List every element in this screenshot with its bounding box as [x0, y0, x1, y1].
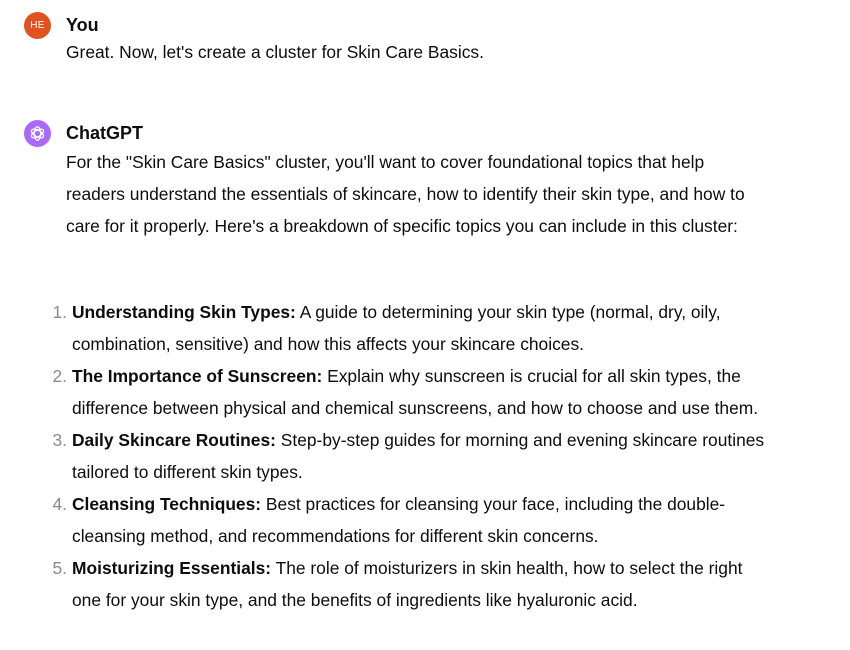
user-avatar-initials: HE [30, 20, 45, 31]
list-item-number: 2. [52, 366, 67, 386]
list-item-term: Moisturizing Essentials: [72, 558, 272, 578]
list-item-term: Daily Skincare Routines: [72, 430, 276, 450]
list-item-description: Best practices for cleansing your face, including the double-cleansing method, and recommendations for different skin concerns. [72, 494, 726, 546]
list-item-term: Cleansing Techniques: [72, 494, 262, 514]
list-item [52, 296, 772, 360]
list-item-term: Understanding Skin Types: [72, 302, 296, 322]
list-item [52, 424, 772, 488]
assistant-intro-text: For the "Skin Care Basics" cluster, you'll want to cover foundational topics that help readers understand the essentials of skincare, how to identify their skin type, and how to care for it properly. Here's a breakdown of specific topics you can include in this cluster: [66, 152, 745, 236]
assistant-author-name: ChatGPT [66, 123, 144, 143]
list-item-description: The role of moisturizers in skin health, how to select the right one for your skin type, and the benefits of ingredients like hyaluronic acid. [72, 558, 743, 610]
list-item [52, 552, 772, 616]
list-item [52, 488, 772, 552]
list-item-description: Step-by-step guides for morning and evening skincare routines tailored to different skin types. [72, 430, 765, 482]
list-item-term: The Importance of Sunscreen: [72, 366, 323, 386]
list-item-number: 5. [52, 558, 67, 578]
list-item-number: 4. [52, 494, 67, 514]
user-message-text: Great. Now, let's create a cluster for Skin Care Basics. [66, 42, 484, 62]
user-avatar [24, 12, 51, 39]
list-item-description: A guide to determining your skin type (normal, dry, oily, combination, sensitive) and how this affects your skincare choices. [72, 302, 721, 354]
assistant-avatar [24, 120, 51, 147]
list-item-number: 1. [52, 302, 67, 322]
topic-list [52, 296, 772, 616]
list-item-number: 3. [52, 430, 67, 450]
user-author-name: You [66, 15, 99, 35]
openai-logo-icon [28, 124, 47, 143]
list-item-description: Explain why sunscreen is crucial for all skin types, the difference between physical and chemical sunscreens, and how to choose and use them. [72, 366, 759, 418]
list-item [52, 360, 772, 424]
